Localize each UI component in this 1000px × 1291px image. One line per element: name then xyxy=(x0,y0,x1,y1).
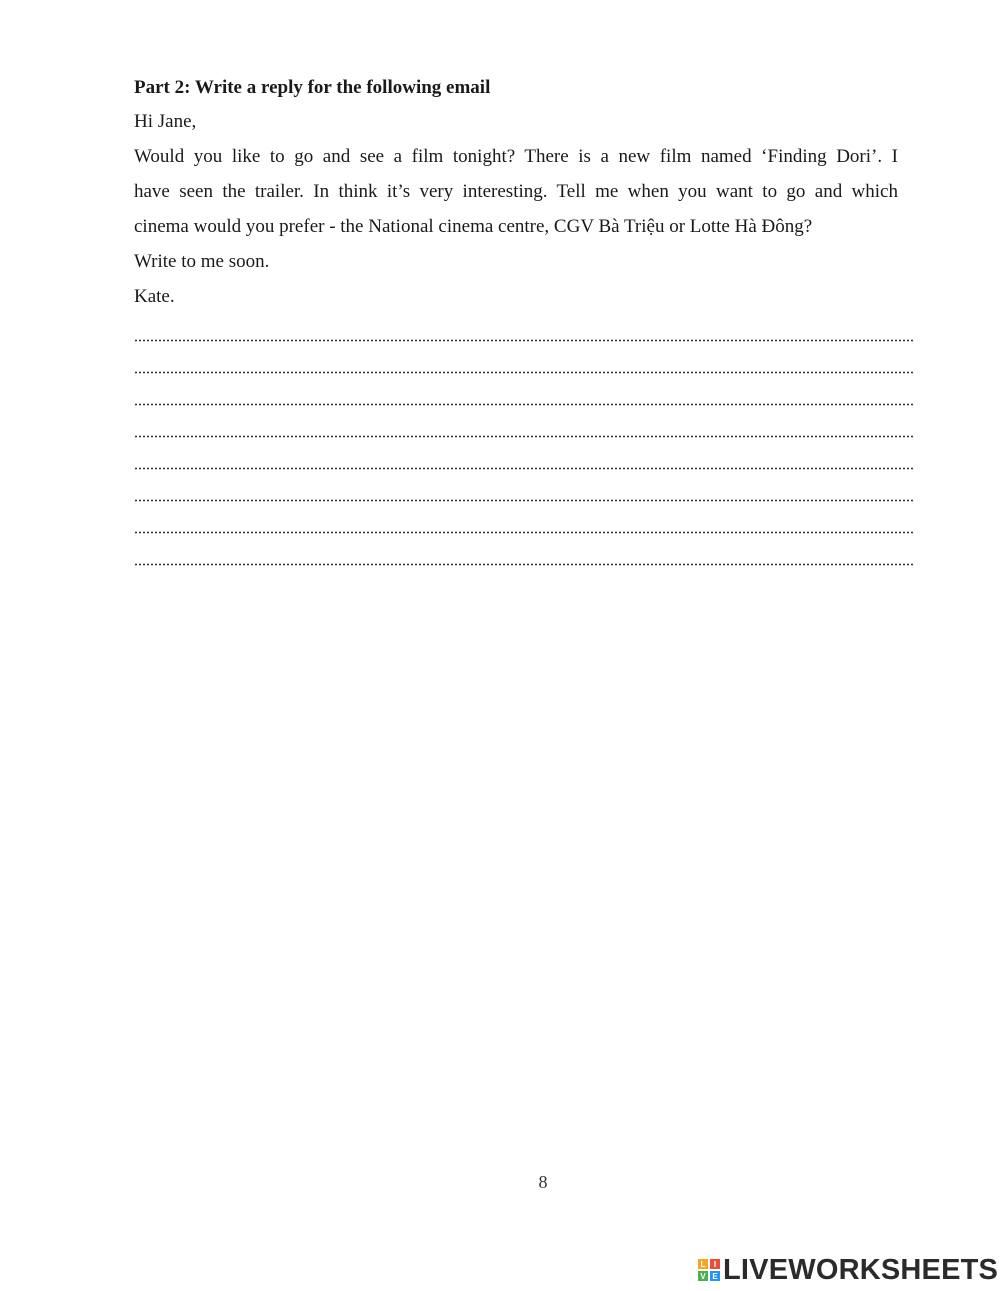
email-prompt xyxy=(134,72,898,314)
email-body-line-2: have seen the trailer. In think it’s very interesting. Tell me when you want to go and which xyxy=(134,181,898,202)
reply-line-4[interactable] xyxy=(134,416,914,448)
page-number: 8 xyxy=(538,1172,548,1192)
reply-line-6[interactable] xyxy=(134,480,914,512)
logo-square-i: I xyxy=(710,1259,720,1269)
reply-line-3[interactable] xyxy=(134,384,914,416)
reply-line-1[interactable] xyxy=(134,320,914,352)
reply-line-8[interactable] xyxy=(134,544,914,576)
reply-line-5[interactable] xyxy=(134,448,914,480)
reply-line-7[interactable] xyxy=(134,512,914,544)
liveworksheets-logo xyxy=(698,1253,998,1287)
reply-line-2[interactable] xyxy=(134,352,914,384)
logo-square-e: E xyxy=(710,1271,720,1281)
logo-square-l: L xyxy=(698,1259,708,1269)
logo-mark-icon xyxy=(698,1259,720,1281)
reply-answer-area xyxy=(134,320,914,576)
logo-square-v: V xyxy=(698,1271,708,1281)
email-body-line-3: cinema would you prefer - the National cinema centre, CGV Bà Triệu or Lotte Hà Đông? xyxy=(134,216,813,237)
email-body-line-1: Would you like to go and see a film tonight? There is a new film named ‘Finding Dori’. I xyxy=(134,146,898,167)
part-heading: Part 2: Write a reply for the following email xyxy=(134,77,491,98)
email-signature: Kate. xyxy=(134,286,175,307)
email-closing: Write to me soon. xyxy=(134,251,270,272)
email-greeting: Hi Jane, xyxy=(134,111,197,132)
logo-text: LIVEWORKSHEETS xyxy=(723,1254,999,1286)
